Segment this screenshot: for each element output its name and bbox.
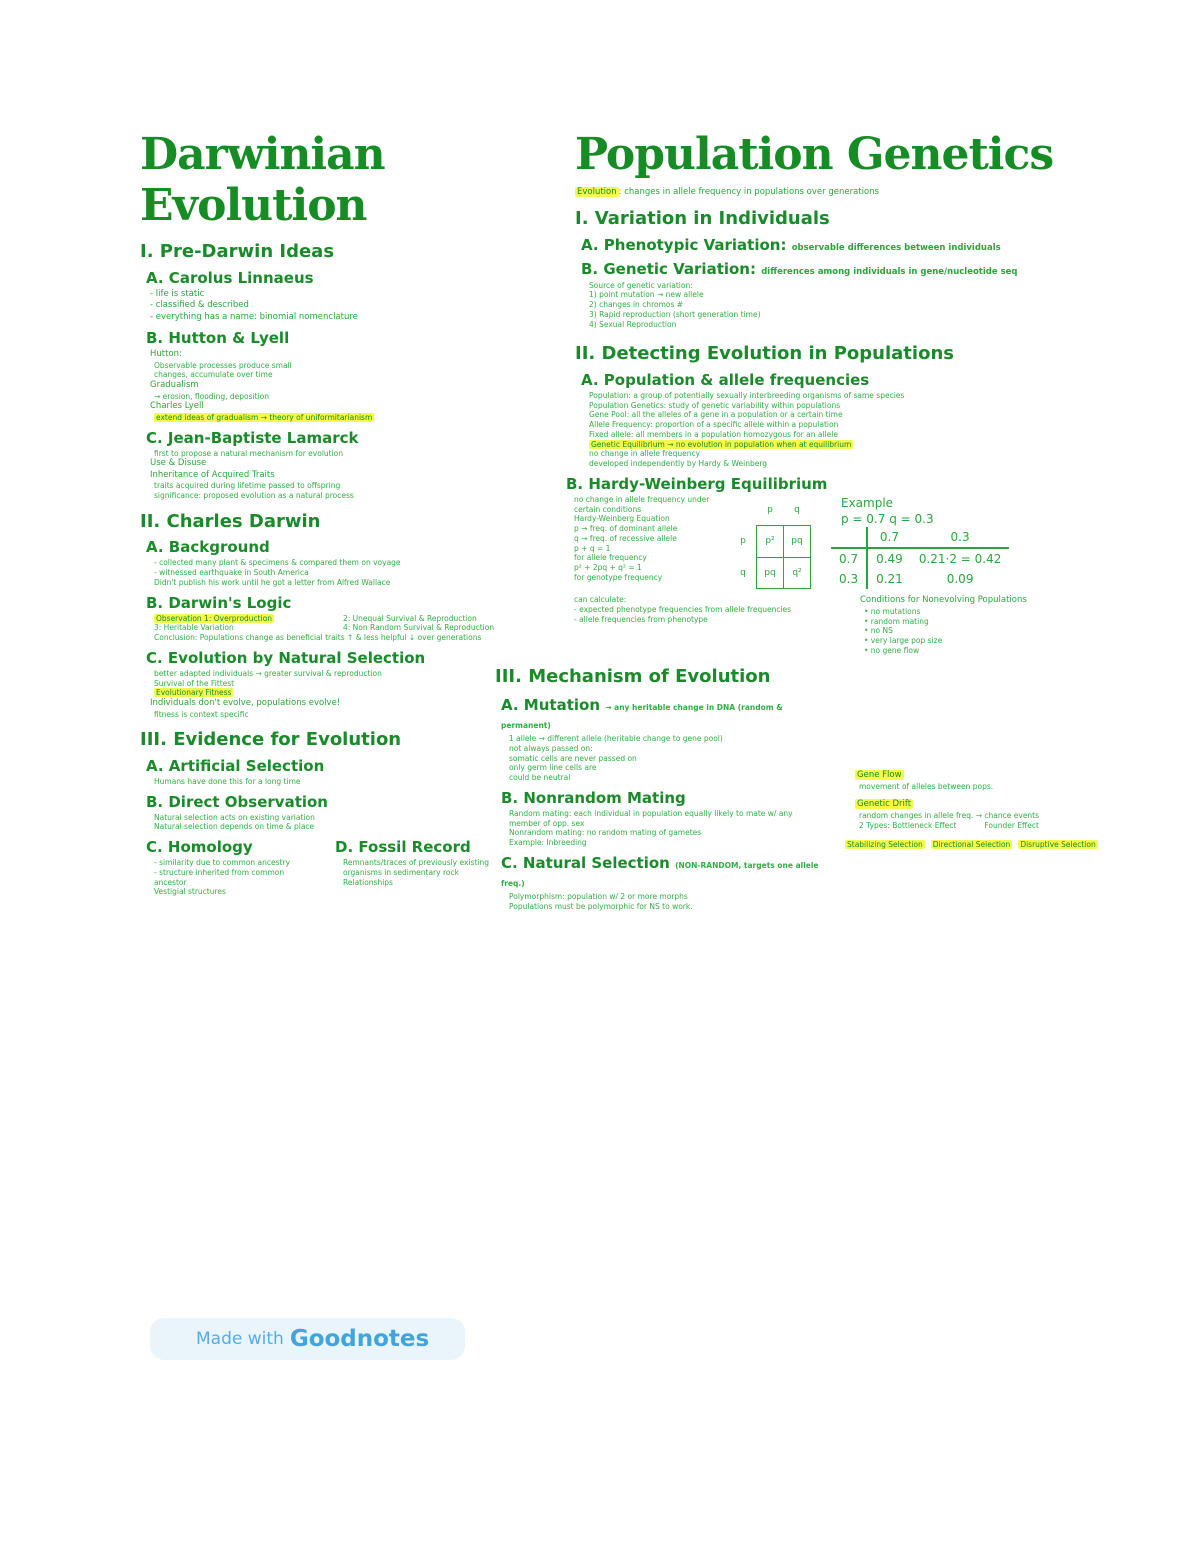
note-line: - collected many plant & specimens & compared them on voyage [154, 558, 401, 568]
section-heading: II. Detecting Evolution in Populations [575, 343, 954, 365]
note-line: Populations must be polymorphic for NS to work. [509, 901, 693, 911]
note-line: - allele frequencies from phenotype [574, 614, 708, 624]
right-column [495, 130, 1135, 911]
subsection-heading: B. Hardy-Weinberg Equilibrium [566, 474, 828, 493]
note-line: 3: Heritable Variation [154, 623, 234, 633]
subsection-heading: B. Direct Observation [146, 792, 328, 811]
note-line: no change in allele frequency [589, 449, 701, 459]
subsection-heading: A. Background [146, 538, 270, 557]
subsection-heading: C. Homology [146, 838, 253, 857]
example-label: Example [841, 495, 894, 510]
punnett-cell: pq [757, 557, 784, 589]
homology-block [140, 832, 311, 897]
note-line: 2: Unequal Survival & Reproduction [343, 613, 477, 623]
note-line: somatic cells are never passed on [509, 753, 637, 763]
hw-calc [560, 595, 820, 655]
note-line: Use & Disuse [150, 458, 207, 469]
note-line: - witnessed earthquake in South America [154, 568, 309, 578]
note-line: better adapted individuals → greater survival & reproduction [154, 668, 382, 678]
condition-item: • no NS [864, 626, 893, 636]
punnett-header: q [794, 505, 800, 516]
subsection-heading: A. Mutation → any heritable change in DNA (random & permanent) [501, 696, 783, 731]
section-heading: I. Variation in Individuals [575, 208, 830, 230]
note-line: - everything has a name: binomial nomenclature [150, 311, 358, 322]
subsection-heading: A. Artificial Selection [146, 756, 325, 775]
section-heading: II. Charles Darwin [140, 510, 321, 532]
punnett-header: q [740, 568, 746, 579]
fossil-block [329, 832, 500, 897]
note-line: Random mating: each individual in population equally likely to mate w/ any member of opp. sex [509, 808, 793, 828]
note-line: - similarity due to common ancestry [154, 858, 291, 868]
note-line: could be neutral [509, 773, 571, 783]
highlight: extend ideas of gradualism → theory of uniformitarianism [156, 412, 373, 422]
note-line [154, 614, 311, 624]
note-line: only germ line cells are [509, 763, 597, 773]
condition-item: • no gene flow [864, 645, 920, 655]
note-line: Example: Inbreeding [509, 838, 587, 848]
condition-item: • no mutations [864, 606, 921, 616]
note-line: developed independently by Hardy & Weinberg [589, 459, 768, 469]
note-line: 3) Rapid reproduction (short generation time) [589, 309, 761, 319]
note-line: Gene Pool: all the alleles of a gene in a population or a certain time [589, 410, 843, 420]
note-line: random changes in allele freq. → chance events [859, 810, 1040, 820]
note-line: Natural selection acts on existing variation [154, 812, 315, 822]
logic-row [140, 614, 500, 624]
example-cell: 0.3 [950, 530, 970, 545]
note-line: Founder Effect [984, 820, 1039, 830]
hw-row [560, 495, 1135, 589]
note-line: → erosion, flooding, deposition [154, 391, 270, 401]
punnett-cell: pq [784, 526, 811, 558]
condition-item: • very large pop size [864, 636, 943, 646]
note-line [154, 413, 500, 423]
note-line: significance: proposed evolution as a natural process [154, 491, 354, 501]
note-line: 1) point mutation → new allele [589, 290, 704, 300]
note-line: 4) Sexual Reproduction [589, 319, 677, 329]
note-line: Population: a group of potentially sexually interbreeding organisms of same species [589, 390, 905, 400]
example-cell: 0.7 [867, 527, 911, 548]
variation-section [575, 208, 1135, 469]
note-line: - structure inherited from common ancestor [154, 867, 285, 887]
subsection-heading: B. Hutton & Lyell [146, 329, 290, 348]
note-line [154, 688, 500, 698]
note-line: Inheritance of Acquired Traits [150, 469, 275, 480]
conditions-heading: Conditions for Nonevolving Populations [860, 595, 1027, 606]
mechanism-row [495, 690, 1135, 911]
note-line [855, 770, 1125, 781]
example-given: p = 0.7 q = 0.3 [841, 512, 934, 527]
section-heading: III. Mechanism of Evolution [495, 665, 771, 687]
note-line: can calculate: [574, 595, 627, 605]
note-line: Didn't publish his work until he got a letter from Alfred Wallace [154, 577, 391, 587]
note-line: Polymorphism: population w/ 2 or more morphs [509, 891, 688, 901]
example-cell: 0.7 [831, 548, 867, 569]
note-line: Charles Lyell [150, 401, 204, 412]
subsection-heading: A. Phenotypic Variation: observable differences between individuals [581, 235, 1001, 254]
note-line: Observable processes produce small [154, 360, 292, 370]
note-line: Conclusion: Populations change as beneficial traits ↑ & less helpful ↓ over generations [154, 633, 482, 643]
note-line: Survival of the Fittest [154, 678, 235, 688]
selection-types [845, 840, 1125, 850]
punnett-cell: q² [784, 557, 811, 589]
example-cell: 0.21 [867, 569, 911, 589]
example-cell: 0.09 [946, 572, 974, 587]
note-line: movement of alleles between pops. [859, 781, 994, 791]
highlight: Evolutionary Fitness [156, 688, 232, 698]
subsection-heading: C. Natural Selection (NON-RANDOM, targets one allele freq.) [501, 853, 819, 888]
hw-notes [560, 495, 710, 589]
mechanism-main [495, 690, 825, 911]
punnett-header: p [767, 505, 773, 516]
note-line: Population Genetics: study of genetic variability within populations [589, 400, 841, 410]
punnett-square [730, 495, 811, 589]
hardy-weinberg-section [560, 475, 1135, 656]
note-line: Remnants/traces of previously existing organisms in sedimentary rock [343, 858, 489, 877]
subsection-heading: B. Nonrandom Mating [501, 788, 686, 807]
section-heading: I. Pre-Darwin Ideas [140, 241, 335, 263]
note-line: 4: Non Random Survival & Reproduction [343, 623, 495, 633]
drift-types [845, 821, 1125, 831]
subsection-heading: A. Carolus Linnaeus [146, 268, 314, 287]
note-line [855, 799, 1125, 810]
note-line: changes, accumulate over time [154, 370, 273, 380]
highlight: Genetic Drift [857, 799, 912, 810]
subsection-heading: B. Genetic Variation: differences among individuals in gene/nucleotide seq [581, 260, 1018, 279]
subsection-heading: A. Population & allele frequencies [581, 370, 870, 389]
punnett-cell: p² [757, 526, 784, 558]
selection-type: Stabilizing Selection [847, 840, 923, 850]
section-heading: III. Evidence for Evolution [140, 729, 402, 751]
note-line: fitness is context specific [154, 709, 249, 719]
subsection-heading: C. Jean-Baptiste Lamarck [146, 428, 359, 447]
page-title-right: Population Genetics [575, 129, 1054, 180]
note-line: Humans have done this for a long time [154, 776, 301, 786]
note-line: p² + 2pq + q² = 1 [574, 563, 642, 573]
note-line [589, 440, 1135, 450]
example-cell: 0.49 [867, 548, 911, 569]
note-line: Hutton: [150, 349, 182, 360]
example-block [831, 495, 1009, 589]
conditions-block [850, 595, 1027, 655]
example-cell: 0.21·2 = 0.42 [911, 548, 1010, 569]
note-line: Natural selection depends on time & place [154, 822, 315, 832]
note-line: Source of genetic variation: [589, 280, 693, 290]
note-line: Individuals don't evolve, populations evolve! [150, 698, 341, 709]
left-column [140, 130, 500, 897]
note-line: traits acquired during lifetime passed to offspring [154, 481, 341, 491]
intro-line: Evolution : changes in allele frequency in populations over generations [577, 186, 879, 197]
note-line: Gradualism [150, 380, 199, 391]
note-line: p → freq. of dominant allele [574, 524, 678, 534]
highlight: Gene Flow [857, 770, 902, 781]
highlight: Observation 1: Overproduction [156, 613, 273, 623]
note-line: for allele frequency [574, 553, 647, 563]
mechanism-side [845, 690, 1125, 911]
note-line: first to propose a natural mechanism for evolution [154, 448, 344, 458]
highlight: Evolution [577, 186, 617, 197]
note-line: not always passed on: [509, 743, 593, 753]
evidence-row [140, 832, 500, 897]
highlight: Genetic Equilibrium → no evolution in population when at equilibrium [591, 439, 852, 449]
note-line: Nonrandom mating: no random mating of gametes [509, 828, 702, 838]
mechanism-section [495, 666, 1135, 912]
goodnotes-watermark: Made with Goodnotes [150, 1318, 465, 1360]
punnett-header: p [740, 536, 746, 547]
hw-bottom-row [560, 595, 1135, 655]
note-line: Fixed allele: all members in a population homozygous for an allele [589, 429, 838, 439]
note-line: no change in allele frequency under certain conditions [574, 494, 710, 514]
note-line: - classified & described [150, 300, 249, 311]
example-cell: 0.3 [839, 572, 859, 587]
page-title-left: Darwinian Evolution [140, 129, 385, 231]
note-line: - life is static [150, 288, 205, 299]
note-line: Vestigial structures [154, 887, 226, 897]
note-line: for genotype frequency [574, 572, 663, 582]
logic-row [140, 623, 500, 633]
note-line: 2 Types: Bottleneck Effect [859, 820, 957, 830]
note-line: Allele Frequency: proportion of a specific allele within a population [589, 420, 839, 430]
example-table [831, 527, 1009, 589]
note-line: Relationships [343, 877, 393, 887]
note-line: p + q = 1 [574, 543, 611, 553]
subsection-heading: B. Darwin's Logic [146, 593, 292, 612]
selection-type: Disruptive Selection [1020, 840, 1096, 850]
selection-type: Directional Selection [932, 840, 1011, 850]
note-line: 1 allele → different allele (heritable change to gene pool) [509, 734, 723, 744]
note-line: q → freq. of recessive allele [574, 533, 677, 543]
condition-item: • random mating [864, 616, 929, 626]
subsection-heading: D. Fossil Record [335, 838, 471, 857]
subsection-heading: C. Evolution by Natural Selection [146, 648, 426, 667]
note-line: - expected phenotype frequencies from allele frequencies [574, 605, 792, 615]
note-line: 2) changes in chromos # [589, 300, 684, 310]
note-line: Hardy-Weinberg Equation [574, 514, 670, 524]
